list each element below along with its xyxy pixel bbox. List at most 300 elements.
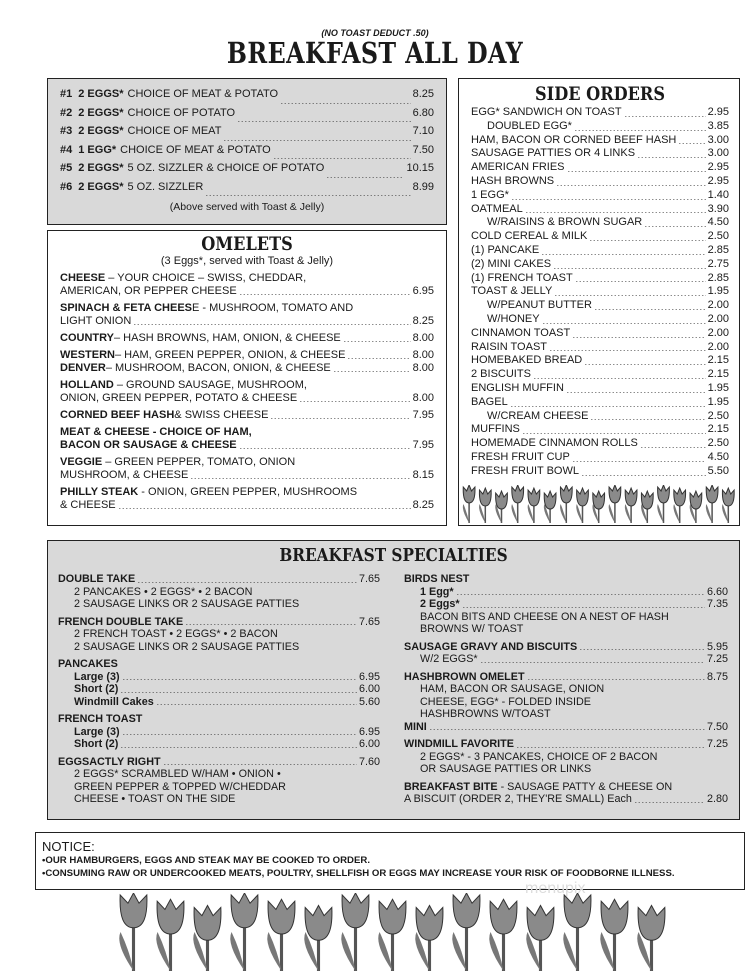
omelet-name: CHEESE [60, 272, 106, 284]
omelet-description-cont: ONION, GREEN PEPPER, POTATO & CHEESE [60, 392, 298, 404]
omelet-name: WESTERN [60, 349, 115, 361]
dot-leader [133, 324, 410, 325]
side-item-name: COLD CEREAL & MILK [471, 230, 588, 243]
specialty-description: 2 FRENCH TOAST • 2 EGGS* • 2 BACON [74, 628, 278, 640]
specialties-heading: BREAKFAST SPECIALTIES [279, 545, 508, 566]
item-price: 2.00 [707, 340, 729, 353]
menu-item-row [471, 175, 729, 189]
dot-leader [118, 508, 411, 509]
dot-leader [239, 294, 411, 295]
omelet-description: & SWISS CHEESE [174, 409, 269, 421]
tulip-icon [722, 488, 734, 523]
dot-leader [511, 199, 706, 200]
item-price: 3.90 [707, 202, 729, 215]
menu-item-row [60, 332, 434, 345]
dot-leader [624, 116, 706, 117]
specialty-description: 2 SAUSAGE LINKS OR 2 SAUSAGE PATTIES [74, 598, 300, 610]
menu-item-row [471, 120, 729, 134]
specialty-item [58, 573, 380, 611]
specialties-right-column [404, 573, 728, 811]
menu-item-row [404, 641, 728, 654]
menu-item-row [60, 362, 434, 375]
tulip-icon [230, 893, 258, 971]
tulip-icon [544, 491, 556, 523]
menu-item-row [471, 451, 729, 465]
item-price: 8.00 [412, 362, 434, 374]
dot-leader [556, 185, 705, 186]
dot-leader [575, 281, 706, 282]
menu-item-row [60, 181, 434, 200]
omelet-line [60, 379, 434, 392]
side-item-name: ENGLISH MUFFIN [471, 381, 564, 394]
menu-item-row [471, 299, 729, 313]
omelet-description: – HAM, GREEN PEPPER, ONION, & CHEESE [115, 349, 346, 361]
item-price: 3.00 [707, 147, 729, 160]
side-item-name: AMERICAN FRIES [471, 161, 565, 174]
specialty-description: CHEESE, EGG* - FOLDED INSIDE [420, 695, 591, 708]
dot-leader [572, 461, 706, 462]
tulip-icon [673, 488, 685, 523]
item-price: 4.50 [707, 216, 729, 229]
omelet-description: – GREEN PEPPER, TOMATO, ONION [102, 456, 296, 468]
omelet-item [60, 302, 434, 328]
item-price: 1.95 [707, 381, 729, 394]
combo-number: #4 [60, 143, 73, 156]
item-price: 2.00 [707, 326, 729, 339]
item-price: 2.50 [707, 230, 729, 243]
dot-leader [644, 226, 705, 227]
tulip-icon [463, 485, 475, 523]
dot-leader [567, 171, 706, 172]
specialty-name: FRENCH DOUBLE TAKE [58, 615, 184, 628]
side-item-name: FRESH FRUIT BOWL [471, 464, 579, 477]
item-price: 6.95 [358, 670, 380, 683]
specialty-line [404, 781, 728, 794]
item-price: 8.25 [412, 315, 434, 327]
omelet-item [60, 486, 434, 512]
side-item-name: HAM, BACON OR CORNED BEEF HASH [471, 133, 677, 146]
item-price: 6.95 [358, 725, 380, 738]
dot-leader [566, 392, 706, 393]
combo-number: #3 [60, 125, 73, 137]
specialty-description-cont: A BISCUIT (ORDER 2, THEY'RE SMALL) Each [404, 793, 632, 805]
omelet-name: VEGGIE [60, 456, 103, 468]
specialty-item [58, 756, 380, 806]
notice-line: •OUR HAMBURGERS, EGGS AND STEAK MAY BE COOKED TO ORDER. [42, 855, 370, 866]
combo-list [60, 88, 434, 199]
specialty-item [404, 721, 728, 734]
tulip-icon [489, 899, 517, 971]
combo-description: CHOICE OF MEAT & POTATO [120, 143, 271, 156]
tulip-icon [528, 488, 540, 523]
dot-leader [574, 130, 706, 131]
dot-leader [223, 140, 410, 141]
item-price: 7.65 [358, 573, 380, 585]
omelet-name: MEAT & CHEESE - CHOICE OF HAM, [60, 426, 252, 438]
item-price: 2.75 [707, 257, 729, 270]
side-item-name: DOUBLED EGG* [487, 119, 572, 132]
specialty-option: Windmill Cakes [74, 695, 154, 708]
menu-item-row [471, 134, 729, 148]
combo-eggs: 2 EGGS* [78, 88, 124, 100]
side-item-name: HOMEMADE CINNAMON ROLLS [471, 437, 638, 450]
menu-item-row [471, 285, 729, 299]
item-price: 7.35 [706, 598, 728, 610]
omelet-line [60, 456, 434, 469]
menu-item-row [60, 144, 434, 163]
specialty-description: - SAUSAGE PATTY & CHEESE ON [497, 780, 673, 793]
specialty-name: SAUSAGE GRAVY AND BISCUITS [404, 640, 578, 653]
item-price: 5.50 [707, 464, 729, 477]
tulip-icon [690, 491, 702, 523]
item-price: 2.85 [707, 243, 729, 256]
menu-item-row [60, 469, 434, 482]
item-price: 7.60 [358, 755, 380, 768]
menu-item-row [471, 368, 729, 382]
dot-leader [572, 337, 705, 338]
combo-eggs: 2 EGGS* [78, 125, 124, 137]
side-item-name: OATMEAL [471, 202, 523, 215]
item-price: 6.00 [358, 738, 380, 750]
menu-item-row [404, 738, 728, 751]
menu-item-row [471, 189, 729, 203]
specialty-name: MINI [404, 720, 427, 733]
omelets-subtitle: (3 Eggs*, served with Toast & Jelly) [160, 255, 334, 267]
omelet-name: PHILLY STEAK [60, 486, 139, 498]
specialty-description: HASHBROWNS W/TOAST [420, 708, 551, 720]
tulip-icon [560, 485, 572, 523]
item-price: 4.50 [707, 450, 729, 463]
dot-leader [120, 692, 357, 693]
dot-leader [239, 448, 411, 449]
specialty-description: BACON BITS AND CHEESE ON A NEST OF HASH [420, 610, 669, 623]
specialty-item [404, 781, 728, 806]
omelet-name: CORNED BEEF HASH [60, 409, 175, 421]
menu-item-row [60, 88, 434, 107]
item-price: 1.95 [707, 395, 729, 408]
item-price: 7.25 [706, 738, 728, 750]
omelet-description: – HASH BROWNS, HAM, ONION, & CHEESE [113, 332, 341, 344]
dot-leader [280, 103, 411, 104]
omelet-description: – YOUR CHOICE – SWISS, CHEDDAR, [105, 272, 307, 284]
specialty-name: BIRDS NEST [404, 573, 470, 585]
combo-eggs: 2 EGGS* [78, 106, 124, 119]
menu-item-row [60, 349, 434, 362]
item-price: 2.85 [707, 271, 729, 284]
item-price: 7.95 [412, 409, 434, 421]
tulip-icon [119, 893, 147, 971]
menu-item-row [471, 437, 729, 451]
side-item-name: 1 EGG* [471, 188, 509, 201]
dot-leader [190, 478, 410, 479]
specialty-name: FRENCH TOAST [58, 713, 143, 725]
item-price: 2.95 [707, 174, 729, 187]
item-price: 6.80 [412, 106, 434, 119]
menu-item-row [471, 410, 729, 424]
omelet-name: DENVER [60, 362, 106, 374]
menu-item-row [58, 671, 380, 684]
combo-description: 5 OZ. SIZZLER & CHOICE OF POTATO [127, 162, 325, 174]
dot-leader [581, 475, 706, 476]
side-item-name: (1) PANCAKE [471, 243, 540, 256]
no-toast-note: (NO TOAST DEDUCT .50) [321, 28, 429, 38]
specialty-description: CHEESE • TOAST ON THE SIDE [74, 793, 236, 805]
dot-leader [120, 747, 357, 748]
item-price: 2.15 [707, 354, 729, 367]
side-item-name: HASH BROWNS [471, 174, 555, 187]
menu-item-row [471, 106, 729, 120]
item-price: 8.00 [412, 332, 434, 344]
specialty-description: BROWNS W/ TOAST [420, 623, 524, 635]
dot-leader [594, 309, 706, 310]
menu-item-row [58, 756, 380, 769]
menu-item-row [471, 244, 729, 258]
menu-item-row [60, 439, 434, 452]
side-item-name: W/HONEY [487, 312, 540, 325]
omelet-item [60, 272, 434, 298]
item-price: 1.95 [707, 285, 729, 298]
item-price: 2.00 [707, 299, 729, 312]
menu-item-row [60, 499, 434, 512]
omelet-item [60, 426, 434, 452]
dot-leader [156, 704, 357, 705]
dot-leader [516, 747, 705, 748]
specialty-name: DOUBLE TAKE [58, 573, 136, 585]
tulip-icon [576, 488, 588, 523]
dot-leader [533, 378, 706, 379]
menu-item-row [60, 162, 434, 181]
menu-item-row [404, 671, 728, 684]
specialty-item [404, 671, 728, 721]
tulip-icon [526, 905, 554, 971]
item-price: 8.00 [412, 392, 434, 404]
menu-item-row [471, 272, 729, 286]
tulip-icon [267, 899, 295, 971]
specialty-option: 2 Eggs* [420, 598, 460, 610]
omelet-item [60, 349, 434, 362]
specialty-name: EGGSACTLY RIGHT [58, 755, 161, 768]
specialty-name: PANCAKES [58, 658, 118, 670]
dot-leader [326, 177, 404, 178]
omelet-item [60, 379, 434, 405]
specialty-option: Short (2) [74, 738, 119, 750]
omelet-description: - ONION, GREEN PEPPER, MUSHROOMS [138, 486, 358, 498]
menu-item-row [60, 409, 434, 422]
menu-item-row [471, 423, 729, 437]
dot-leader [429, 729, 705, 730]
menu-item-row [60, 392, 434, 405]
dot-leader [553, 268, 706, 269]
side-item-name: (2) MINI CAKES [471, 257, 552, 270]
combo-eggs: 1 EGG* [78, 143, 117, 156]
side-item-name: W/CREAM CHEESE [487, 409, 589, 422]
item-price: 2.95 [707, 161, 729, 174]
tulip-icon [592, 491, 604, 523]
menu-item-row [404, 598, 728, 611]
side-item-name: MUFFINS [471, 423, 520, 436]
menu-item-row [58, 696, 380, 709]
dot-leader [205, 195, 410, 196]
omelet-item [60, 332, 434, 345]
combo-eggs: 2 EGGS* [78, 162, 124, 174]
specialty-description: HAM, BACON OR SAUSAGE, ONION [420, 683, 605, 695]
combo-footer: (Above served with Toast & Jelly) [169, 201, 325, 213]
side-orders-heading: SIDE ORDERS [534, 83, 666, 105]
item-price: 7.25 [706, 653, 728, 665]
item-price: 3.85 [707, 119, 729, 132]
item-price: 3.00 [707, 133, 729, 146]
item-price: 8.15 [412, 469, 434, 481]
specialty-name: WINDMILL FAVORITE [404, 738, 514, 750]
combo-section [47, 78, 447, 225]
menu-item-row [471, 230, 729, 244]
side-orders-section [458, 78, 740, 526]
side-item-name: SAUSAGE PATTIES OR 4 LINKS [471, 147, 636, 160]
item-price: 8.25 [412, 88, 434, 100]
item-price: 8.00 [412, 349, 434, 361]
omelet-line [60, 272, 434, 285]
tulip-icon [511, 485, 523, 523]
side-item-name: (1) FRENCH TOAST [471, 271, 573, 284]
side-item-name: 2 BISCUITS [471, 368, 531, 381]
menu-item-row [58, 573, 380, 586]
tulip-icon [378, 899, 406, 971]
menu-item-row [471, 161, 729, 175]
item-price: 1.40 [707, 188, 729, 201]
menu-item-row [60, 285, 434, 298]
dot-leader [584, 364, 705, 365]
tulip-icon [706, 485, 718, 523]
specialty-item [58, 616, 380, 654]
combo-number: #2 [60, 106, 73, 119]
tulip-icon [495, 491, 507, 523]
menu-item-row [58, 616, 380, 629]
specialty-description: 2 EGGS* SCRAMBLED W/HAM • ONION • [74, 768, 281, 780]
dot-leader [456, 594, 705, 595]
menu-item-row [404, 721, 728, 734]
tulip-icon [193, 905, 221, 971]
menu-item-row [471, 313, 729, 327]
menu-item-row [471, 341, 729, 355]
specialty-option: Large (3) [74, 725, 120, 738]
dot-leader [637, 157, 706, 158]
side-item-name: CINNAMON TOAST [471, 326, 571, 339]
dot-leader [579, 649, 705, 650]
dot-leader [299, 401, 410, 402]
specialty-item [404, 738, 728, 776]
menu-item-row [404, 793, 728, 806]
menu-item-row [471, 327, 729, 341]
item-price: 6.00 [358, 683, 380, 695]
tulip-icon [609, 485, 621, 523]
specialty-name: BREAKFAST BITE [404, 780, 498, 793]
tulip-icon [637, 905, 665, 971]
item-price: 5.60 [358, 695, 380, 708]
side-item-name: RAISIN TOAST [471, 340, 548, 353]
menu-item-row [58, 683, 380, 696]
tulip-decoration [461, 485, 737, 523]
combo-number: #5 [60, 162, 73, 174]
notice-box [35, 832, 745, 890]
specialty-item [404, 573, 728, 636]
side-item-name: TOAST & JELLY [471, 285, 553, 298]
dot-leader [510, 406, 706, 407]
notice-title: NOTICE: [42, 839, 95, 854]
menu-item-row [471, 216, 729, 230]
dot-leader [480, 662, 705, 663]
specialties-section [47, 540, 740, 820]
specialty-option: W/2 EGGS* [420, 653, 478, 665]
specialty-item [58, 658, 380, 708]
item-price: 2.15 [707, 423, 729, 436]
item-price: 10.15 [406, 162, 434, 174]
dot-leader [589, 240, 705, 241]
omelet-line [60, 426, 434, 439]
side-item-name: EGG* SANDWICH ON TOAST [471, 106, 622, 118]
side-item-name: BAGEL [471, 395, 508, 408]
dot-leader [640, 447, 706, 448]
tulip-icon [563, 893, 591, 971]
item-price: 7.65 [358, 615, 380, 628]
omelet-item [60, 362, 434, 375]
omelet-name-cont: BACON OR SAUSAGE & CHEESE [60, 439, 237, 451]
side-orders-list [471, 106, 729, 479]
item-price: 2.15 [707, 368, 729, 381]
notice-line: •CONSUMING RAW OR UNDERCOOKED MEATS, POULTRY, SHELLFISH OR EGGS MAY INCREASE YOUR RISK OF FOODBORNE ILLNESS. [42, 868, 675, 879]
tulip-icon [600, 899, 628, 971]
tulip-icon [657, 485, 669, 523]
dot-leader [522, 433, 706, 434]
specialty-name: HASHBROWN OMELET [404, 670, 525, 683]
menu-item-row [471, 147, 729, 161]
omelet-name: SPINACH & FETA CHEES [60, 302, 193, 314]
omelets-list [60, 272, 434, 512]
tulip-icon [341, 893, 369, 971]
item-price: 7.10 [412, 125, 434, 137]
dot-leader [678, 143, 705, 144]
combo-number: #6 [60, 180, 73, 193]
combo-description: CHOICE OF MEAT & POTATO [127, 88, 279, 100]
menu-item-row [58, 726, 380, 739]
omelet-description-cont: AMERICAN, OR PEPPER CHEESE [60, 285, 237, 297]
item-price: 2.50 [707, 437, 729, 450]
dot-leader [549, 350, 706, 351]
dot-leader [462, 607, 705, 608]
menu-item-row [404, 586, 728, 599]
tulip-icon [641, 491, 653, 523]
specialty-item [404, 641, 728, 666]
item-price: 8.99 [412, 180, 434, 193]
menu-item-row [471, 396, 729, 410]
specialty-option: Short (2) [74, 683, 119, 695]
tulip-icon [625, 488, 637, 523]
omelet-description: – MUSHROOM, BACON, ONION, & CHEESE [105, 362, 331, 374]
dot-leader [273, 158, 411, 159]
dot-leader [525, 212, 706, 213]
menu-item-row [60, 315, 434, 328]
omelet-name: HOLLAND [60, 379, 114, 391]
omelet-description: E - MUSHROOM, TOMATO AND [192, 302, 354, 314]
dot-leader [237, 121, 411, 122]
watermark: menupix [525, 880, 586, 897]
item-price: 2.80 [706, 793, 728, 805]
tulip-icon [156, 899, 184, 971]
omelet-description: – GROUND SAUSAGE, MUSHROOM, [113, 379, 307, 391]
menu-item-row [58, 738, 380, 751]
tulip-icon [415, 905, 443, 971]
tulip-icon [452, 893, 480, 971]
dot-leader [554, 295, 705, 296]
